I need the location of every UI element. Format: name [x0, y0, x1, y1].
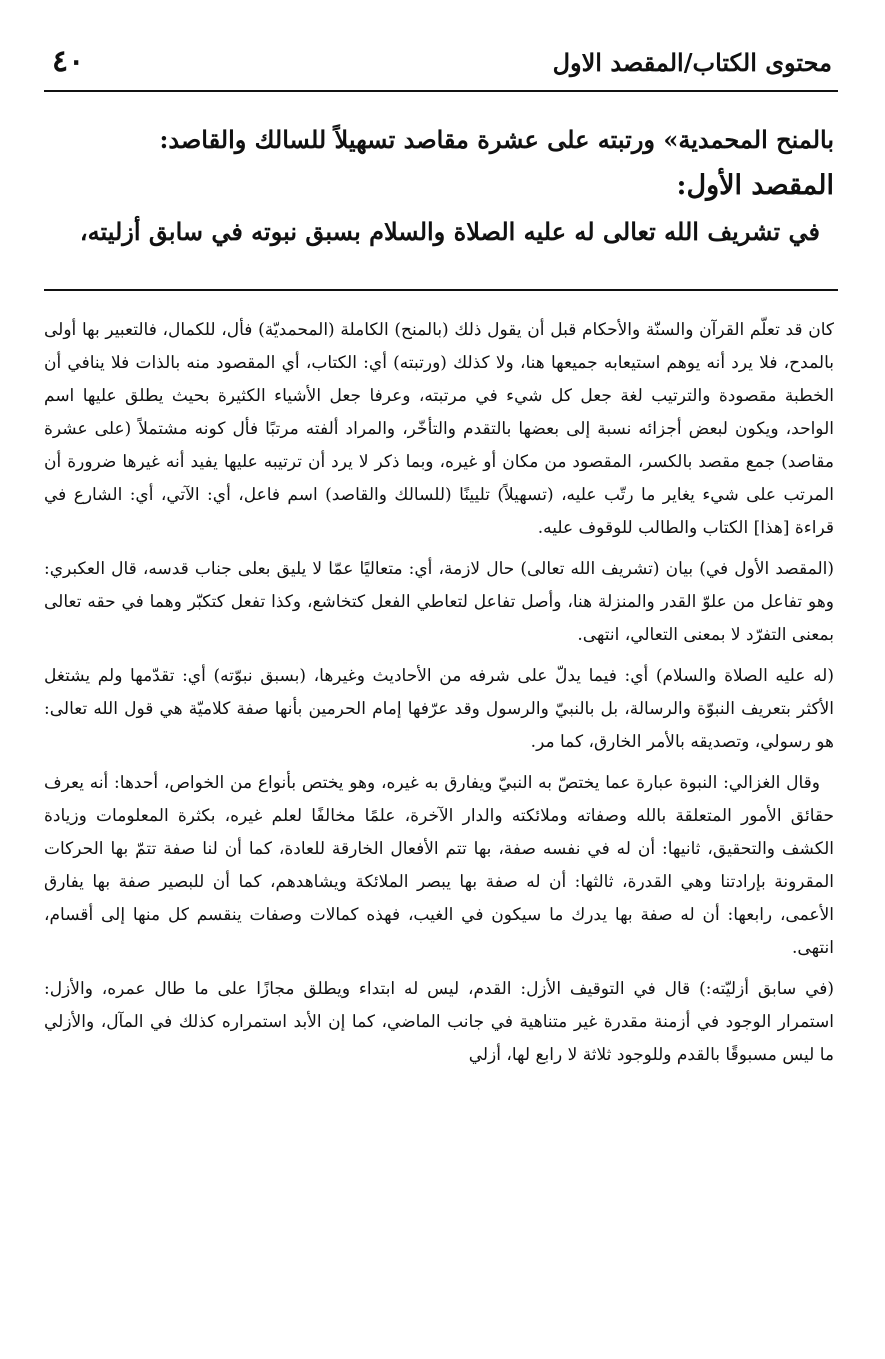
section-heading: المقصد الأول: [676, 170, 834, 201]
main-text-line: في تشريف الله تعالى له عليه الصلاة والسلام بسبق نبوته في سابق أزليته، [79, 217, 820, 246]
commentary-paragraph: (في سابق أزليّته:) قال في التوقيف الأزل: القدم، ليس له ابتداء ويطلق مجازًا على ما طال عمره، والأزل: استمرار الوجود في أزمنة مقدرة غير متناهية في جانب الماضي، كما إن الأبد استمراره كذلك في المآل، والأزلي ما ليس مسبوقًا بالقدم وللوجود ثلاثة لا رابع لها، أزلي [44, 979, 834, 1065]
page-header [44, 42, 838, 86]
header-divider [44, 90, 838, 92]
commentary-paragraph: وقال الغزالي: النبوة عبارة عما يختصّ به النبيّ ويفارق به غيره، وهو يختص بأنواع من الخواص، أحدها: أنه يعرف حقائق الأمور المتعلقة بالله وصفاته وملائكته والدار الآخرة، علمًا مخالفًا لعلم غيره، بكثرة المعلومات وزيادة الكشف والتحقيق، ثانيها: أن له في نفسه صفة، بها تتم الأفعال الخارقة للعادة، كما أن لنا صفة تتمّ بها الحركات المقرونة بإرادتنا وهي القدرة، ثالثها: أن له صفة بها يبصر الملائكة ويشاهدهم، كما أن للبصير صفة بها يفارق الأعمى، رابعها: أن له صفة بها يدرك ما سيكون في الغيب، فهذه كمالات وصفات ينقسم كل منها إلى أقسام، انتهى. [44, 773, 834, 958]
main-text [44, 118, 834, 254]
main-text-line: بالمنح المحمدية» ورتبته على عشرة مقاصد تسهيلاً للسالك والقاصد: [159, 125, 834, 154]
commentary-paragraph: (له عليه الصلاة والسلام) أي: فيما يدلّ على شرفه من الأحاديث وغيرها، (بسبق نبوّته) أي: تقدّمها ولم يشتغل الأكثر بتعريف النبوّة والرسالة، بل بالنبيّ والرسول وقد عرّفها إمام الحرمين بأنها صفة كلاميّة هي قول الله تعالى: هو رسولي، وتصديقه بالأمر الخارق، كما مر. [44, 666, 834, 752]
text-divider [44, 289, 838, 291]
commentary [44, 314, 834, 1080]
commentary-paragraph: كان قد تعلّم القرآن والسنّة والأحكام قبل أن يقول ذلك (بالمنح) الكاملة (المحمديّة) فأل، للكمال، فالتعبير بها أولى بالمدح، فلا يرد أنه يوهم استيعابه جميعها هنا، ولا كذلك (ورتبته) أي: الكتاب، أي المقصود منه بالذات فلا ينافي أن الخطبة مقصودة والترتيب لغة جعل كل شيء في مرتبته، وعرفا جعل الأشياء الكثيرة بحيث يطلق عليها اسم الواحد، ويكون لبعض أجزائه نسبة إلى بعضها بالتقدم والتأخّر، والمراد ألفته مرتبًا فأل كونه مشتملاً (على عشرة مقاصد) جمع مقصد بالكسر، المقصود من مكان أو غيره، وبما ذكر لا يرد أن ترتيبه عليها يفيد أنه غيرها ضرورة أن المرتب على شيء يغاير ما رتّب عليه، (تسهيلاً) تليينًا (للسالك والقاصد) اسم فاعل، أي: الآتي، أي: الشارع في قراءة [هذا] الكتاب والطالب للوقوف عليه. [44, 320, 834, 538]
running-title: محتوى الكتاب/المقصد الاول [552, 48, 832, 77]
page-number: ٤٠ [52, 44, 85, 79]
commentary-paragraph: (المقصد الأول في) بيان (تشريف الله تعالى) حال لازمة، أي: متعاليًا عمّا لا يليق بعلى جناب قدسه، قال العكبري: وهو تفاعل من علوّ القدر والمنزلة هنا، وأصل تفاعل لتعاطي الفعل كتخاشع، وكذا تفعل كتكبّر وهما في حقه تعالى بمعنى التفرّد لا بمعنى التعالي، انتهى. [44, 559, 834, 645]
